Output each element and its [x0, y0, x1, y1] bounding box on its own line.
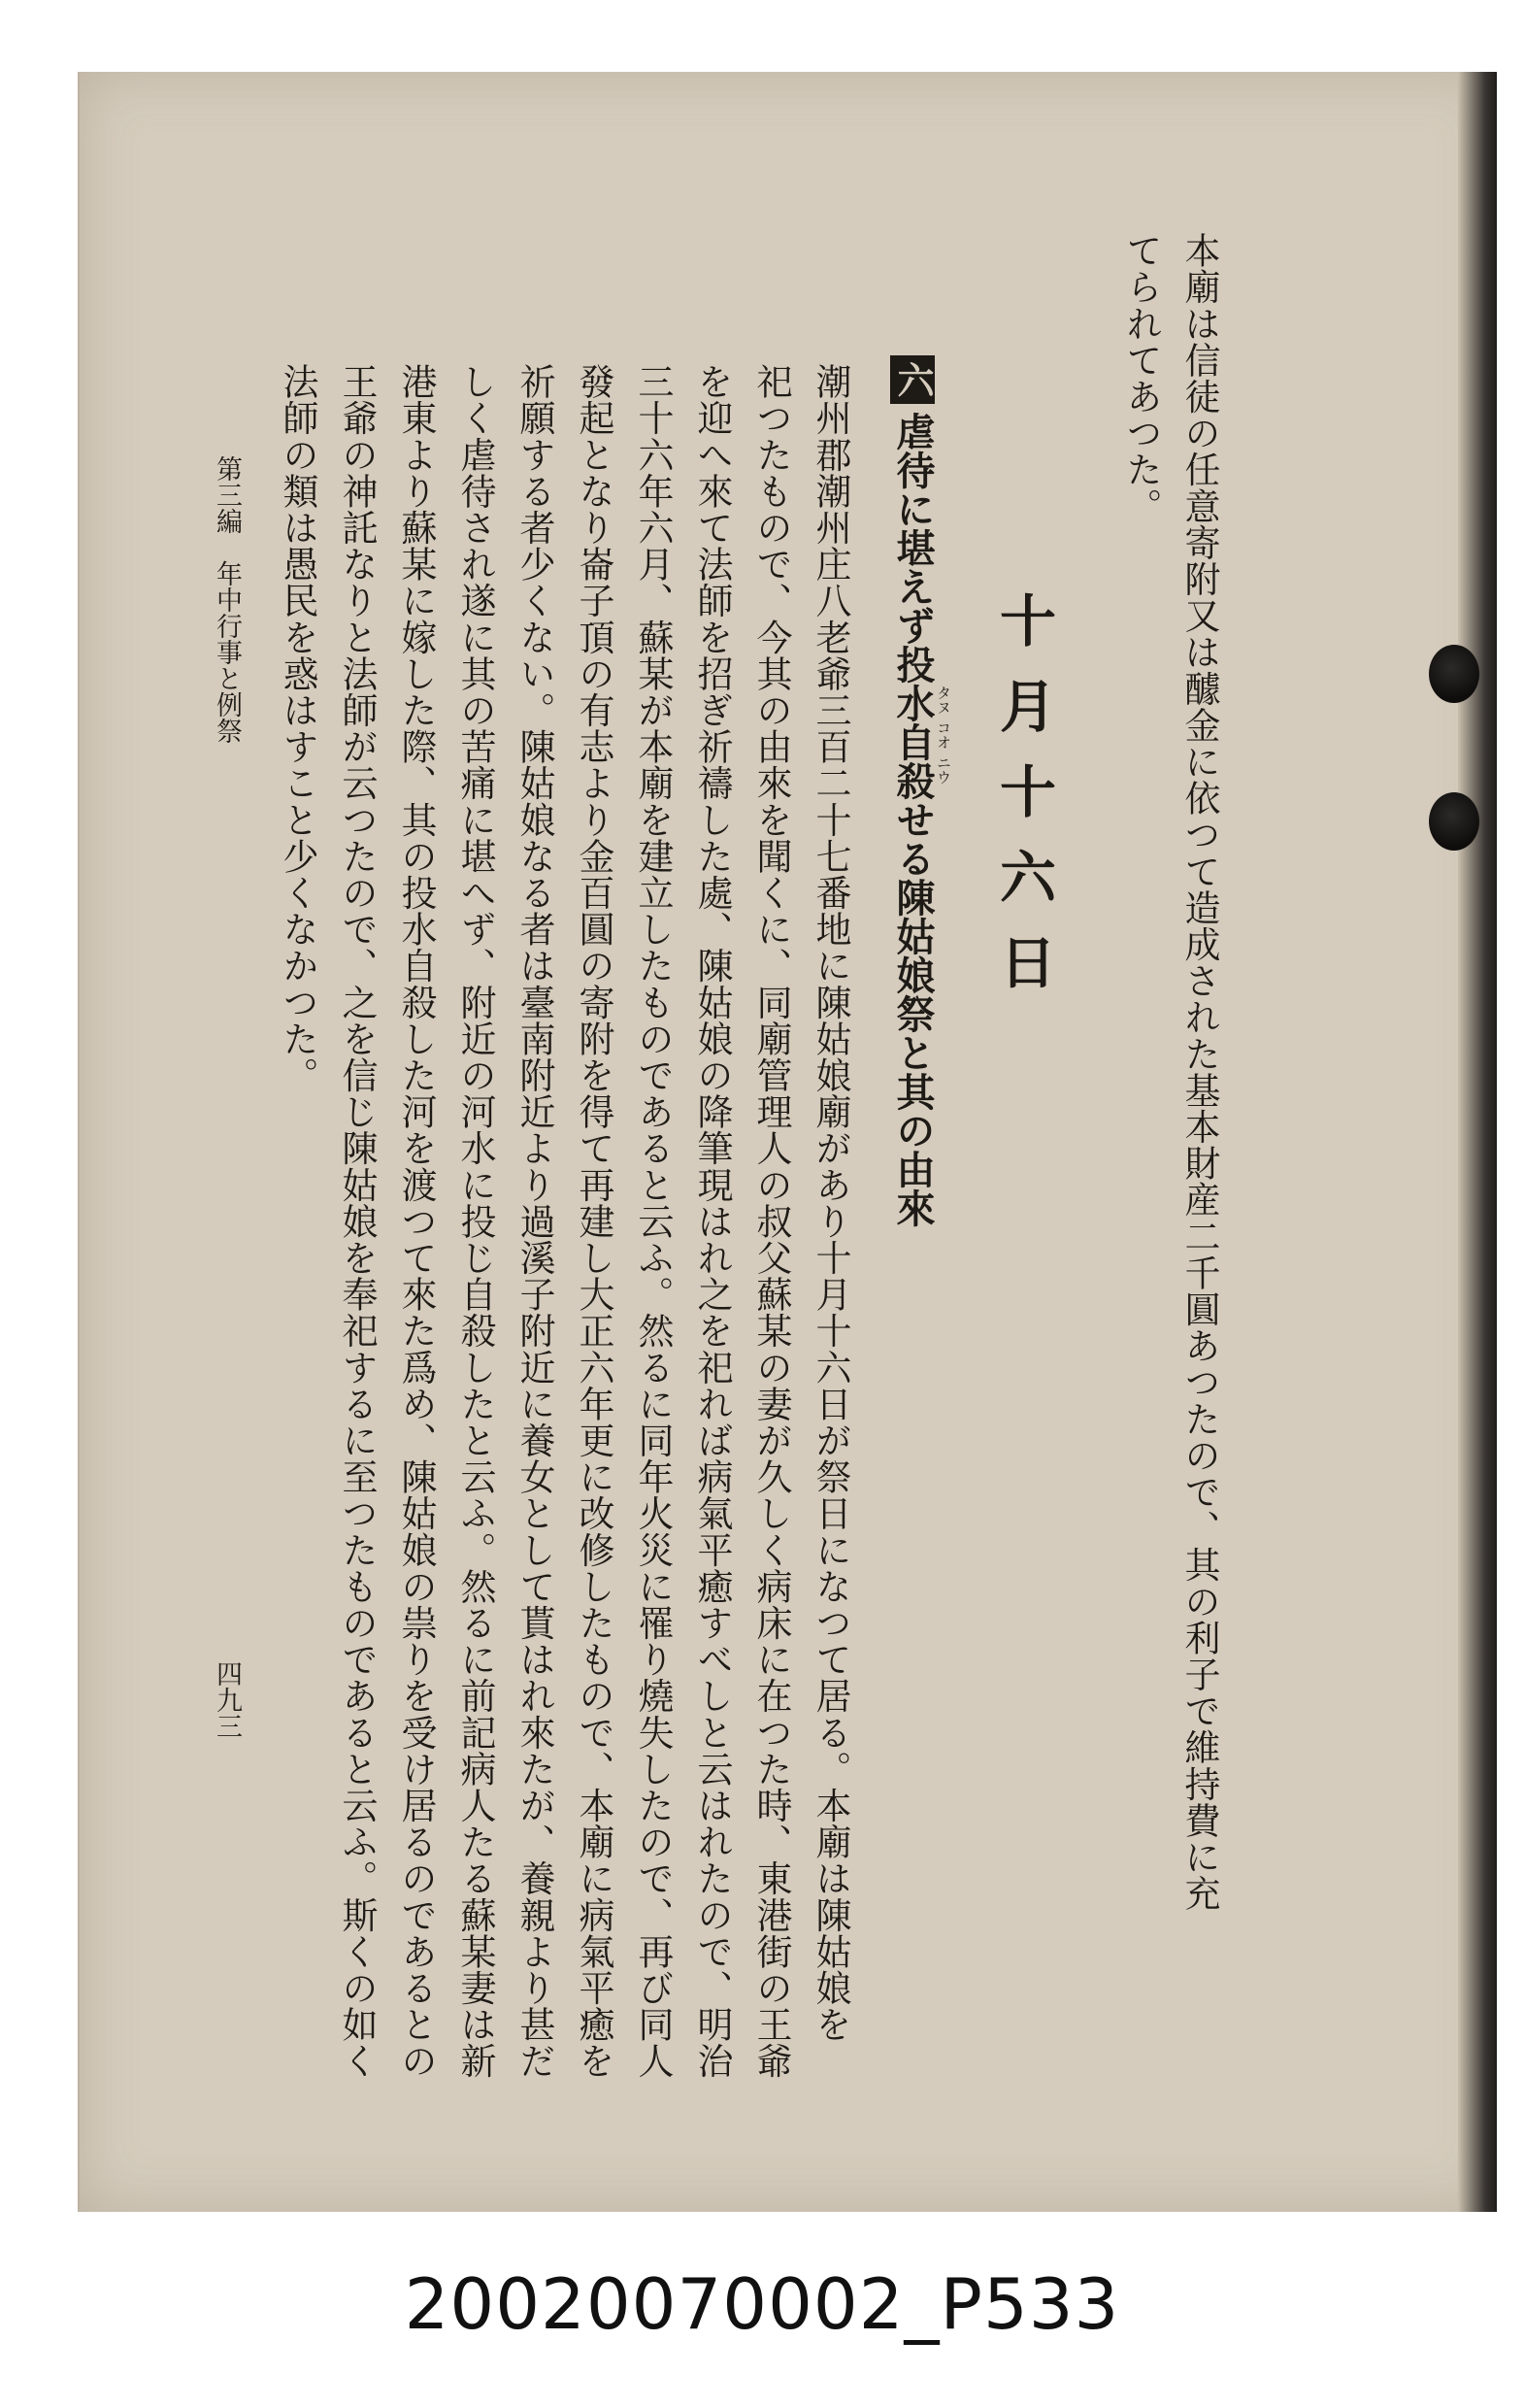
running-footer: 第三編 年中行事と例祭 [212, 455, 242, 744]
body-column-10: 法師の類は愚民を惑はすこと少くなかつた。 [277, 363, 318, 1093]
section-number: 六 [890, 355, 935, 404]
body-column-1: 潮州郡潮州庄八老爺三百二十七番地に陳姑娘廟があり十月十六日が祭日になつて居る。本廟は陳姑娘を [810, 363, 851, 2043]
body-column-9: 王爺の神託なりと法師が云つたので、之を信じ陳姑娘を奉祀するに至つたものであると云ふ。斯くの如く [336, 363, 378, 2080]
book-page [78, 72, 1497, 2212]
section-heading [890, 355, 935, 1227]
body-column-2: 祀つたもので、今其の由來を聞くに、同廟管理人の叔父蘇某の妻が久しく病床に在つた時、東港街の王爺 [750, 363, 792, 2080]
page-number: 四九三 [212, 1660, 242, 1739]
body-column-4: 三十六年六月、蘇某が本廟を建立したものであると云ふ。然るに同年火災に罹り燒失したので、再び同人 [632, 363, 674, 2080]
body-column-8: 港東より蘇某に嫁した際、其の投水自殺した河を渡つて來た爲め、陳姑娘の祟りを受け居るのであるとの [395, 363, 437, 2080]
binding-hole-icon [1429, 645, 1479, 703]
top-paragraph-line-1: 本廟は信徒の任意寄附又は醵金に依つて造成された基本財産二千圓あつたので、其の利子で維持費に充 [1178, 232, 1220, 1912]
body-column-6: 祈願する者少くない。陳姑娘なる者は臺南附近より過溪子附近に養女として貰はれ來たが、養親より甚だ [514, 363, 555, 2080]
page-binding-edge [1458, 72, 1497, 2212]
date-heading: 十月十六日 [990, 591, 1056, 1019]
ruby-annotation-1: タヌ [935, 686, 952, 715]
section-title: 虐待に堪えず投水自殺せる陳姑娘祭と其の由來 [890, 412, 936, 1227]
ruby-annotation-2: コオ [935, 720, 952, 750]
ruby-annotation-3: ニウ [935, 755, 952, 785]
body-column-3: を迎へ來て法師を招ぎ祈禱した處、陳姑娘の降筆現はれ之を祀れば病氣平癒すべしと云はれたので、明治 [691, 363, 733, 2080]
body-column-5: 發起となり崙子頂の有志より金百圓の寄附を得て再建し大正六年更に改修したもので、本廟に病氣平癒を [573, 363, 614, 2080]
scan-caption: 20020070002_P533 [404, 2263, 1120, 2345]
top-paragraph-line-2: てられてあつた。 [1120, 232, 1162, 524]
binding-hole-icon [1429, 792, 1479, 851]
body-column-7: しく虐待され遂に其の苦痛に堪へず、附近の河水に投じ自殺したと云ふ。然るに前記病人たる蘇某妻は新 [454, 363, 496, 2080]
